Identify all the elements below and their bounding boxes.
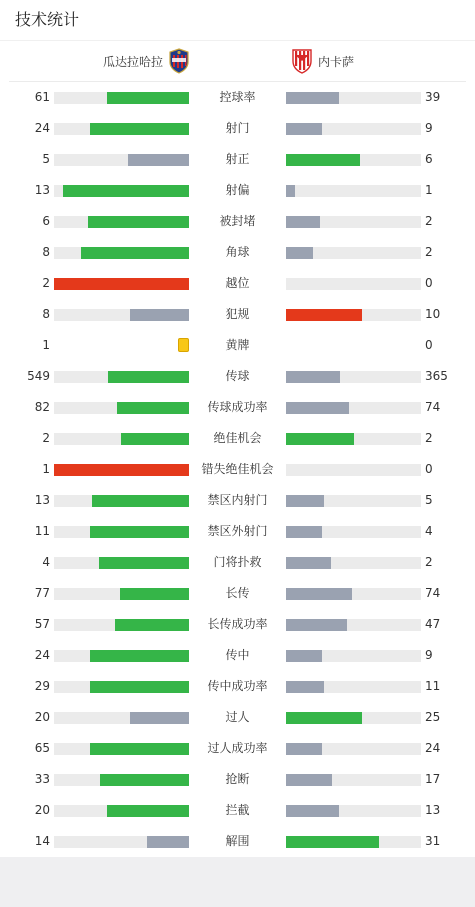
away-stat-value: 31 bbox=[425, 834, 441, 848]
home-team-name: 瓜达拉哈拉 bbox=[102, 54, 163, 69]
stat-label: 门将扑救 bbox=[213, 555, 262, 569]
away-stat-bar bbox=[286, 371, 340, 383]
home-stat-value: 77 bbox=[34, 586, 50, 600]
away-stat-bar bbox=[286, 712, 362, 724]
teams-header bbox=[9, 41, 466, 82]
home-stat-value: 14 bbox=[34, 834, 50, 848]
stat-row bbox=[0, 547, 475, 578]
home-stat-bar bbox=[63, 185, 189, 197]
home-stat-bar-track bbox=[54, 681, 189, 693]
home-stat-value: 1 bbox=[42, 338, 50, 352]
away-stat-value: 24 bbox=[425, 741, 441, 755]
home-stat-value: 8 bbox=[42, 307, 50, 321]
page-title: 技术统计 bbox=[0, 0, 475, 41]
home-stat-bar-track bbox=[54, 433, 189, 445]
away-stat-value: 74 bbox=[425, 586, 441, 600]
away-stat-value: 9 bbox=[425, 121, 433, 135]
home-stat-bar bbox=[90, 123, 189, 135]
away-stat-bar bbox=[286, 402, 349, 414]
home-stat-bar bbox=[90, 681, 189, 693]
home-stat-value: 2 bbox=[42, 431, 50, 445]
stat-label: 被封堵 bbox=[219, 214, 256, 228]
home-stat-bar bbox=[88, 216, 189, 228]
stat-row bbox=[0, 392, 475, 423]
home-stat-value: 4 bbox=[42, 555, 50, 569]
away-stat-bar-track bbox=[286, 650, 421, 662]
away-stat-bar bbox=[286, 836, 379, 848]
stat-row bbox=[0, 733, 475, 764]
stat-label: 长传 bbox=[225, 586, 250, 600]
stat-label: 黄牌 bbox=[225, 338, 250, 352]
stat-label: 犯规 bbox=[225, 307, 250, 321]
stat-label: 传中 bbox=[225, 648, 250, 662]
away-stat-value: 47 bbox=[425, 617, 441, 631]
away-stat-value: 17 bbox=[425, 772, 441, 786]
away-stat-bar-track bbox=[286, 123, 421, 135]
home-stat-bar-track bbox=[54, 774, 189, 786]
away-stat-bar bbox=[286, 495, 324, 507]
away-stat-bar-track bbox=[286, 154, 421, 166]
away-stat-value: 2 bbox=[425, 431, 433, 445]
home-stat-value: 8 bbox=[42, 245, 50, 259]
stat-row bbox=[0, 485, 475, 516]
home-stat-bar bbox=[54, 464, 189, 476]
stat-row bbox=[0, 113, 475, 144]
away-stat-value: 13 bbox=[425, 803, 441, 817]
home-stat-bar bbox=[90, 650, 189, 662]
away-stat-value: 0 bbox=[425, 462, 433, 476]
home-stat-value: 5 bbox=[42, 152, 50, 166]
home-team[interactable] bbox=[103, 41, 190, 81]
home-stat-value: 13 bbox=[34, 183, 50, 197]
home-stat-value: 24 bbox=[34, 121, 50, 135]
stat-label: 传中成功率 bbox=[207, 679, 268, 693]
home-stat-bar bbox=[117, 402, 189, 414]
away-stat-bar bbox=[286, 433, 354, 445]
home-stat-bar-track bbox=[54, 371, 189, 383]
away-stat-value: 365 bbox=[425, 369, 448, 383]
away-stat-bar-track bbox=[286, 278, 421, 290]
away-stat-bar-track bbox=[286, 402, 421, 414]
stat-label: 解围 bbox=[225, 834, 250, 848]
away-stat-value: 2 bbox=[425, 245, 433, 259]
home-stat-bar-track bbox=[54, 309, 189, 321]
stat-label: 越位 bbox=[225, 276, 250, 290]
away-stat-bar-track bbox=[286, 495, 421, 507]
stat-label: 角球 bbox=[225, 245, 250, 259]
page-footer-background bbox=[0, 857, 475, 907]
stat-label: 控球率 bbox=[219, 90, 256, 104]
stat-label: 射偏 bbox=[225, 183, 250, 197]
home-stat-bar bbox=[107, 92, 189, 104]
stat-label: 传球 bbox=[225, 369, 250, 383]
away-stat-bar bbox=[286, 526, 322, 538]
away-stat-bar bbox=[286, 247, 313, 259]
stat-row bbox=[0, 268, 475, 299]
away-stat-bar-track bbox=[286, 433, 421, 445]
chivas-crest-icon bbox=[168, 48, 190, 74]
away-stat-bar-track bbox=[286, 619, 421, 631]
away-stat-bar bbox=[286, 309, 362, 321]
away-stat-bar bbox=[286, 154, 360, 166]
away-stat-bar-track bbox=[286, 464, 421, 476]
home-stat-value: 6 bbox=[42, 214, 50, 228]
away-stat-value: 39 bbox=[425, 90, 441, 104]
away-stat-bar bbox=[286, 774, 332, 786]
away-team[interactable] bbox=[291, 41, 354, 81]
stat-label: 拦截 bbox=[225, 803, 250, 817]
home-stat-value: 33 bbox=[34, 772, 50, 786]
away-stat-bar-track bbox=[286, 557, 421, 569]
necaxa-crest-icon bbox=[291, 48, 313, 74]
away-stat-bar bbox=[286, 92, 339, 104]
away-stat-bar bbox=[286, 619, 347, 631]
away-stat-value: 0 bbox=[425, 276, 433, 290]
away-stat-value: 25 bbox=[425, 710, 441, 724]
stat-row bbox=[0, 671, 475, 702]
away-stat-value: 11 bbox=[425, 679, 441, 693]
home-stat-value: 13 bbox=[34, 493, 50, 507]
home-stat-bar bbox=[130, 309, 189, 321]
home-stat-bar-track bbox=[54, 805, 189, 817]
home-stat-bar-track bbox=[54, 588, 189, 600]
yellow-card-icon bbox=[178, 338, 189, 352]
home-stat-bar bbox=[147, 836, 189, 848]
stat-label: 长传成功率 bbox=[207, 617, 268, 631]
stat-label: 禁区外射门 bbox=[207, 524, 268, 538]
stat-label: 抢断 bbox=[225, 772, 250, 786]
home-stat-value: 1 bbox=[42, 462, 50, 476]
away-stat-value: 0 bbox=[425, 338, 433, 352]
stat-label: 错失绝佳机会 bbox=[201, 462, 274, 476]
stat-row bbox=[0, 144, 475, 175]
away-stat-bar bbox=[286, 681, 324, 693]
home-stat-value: 20 bbox=[34, 803, 50, 817]
stat-row bbox=[0, 237, 475, 268]
home-stat-bar bbox=[115, 619, 189, 631]
stat-row bbox=[0, 299, 475, 330]
away-stat-bar-track bbox=[286, 309, 421, 321]
home-stat-bar-track bbox=[54, 464, 189, 476]
away-stat-value: 5 bbox=[425, 493, 433, 507]
away-stat-bar bbox=[286, 185, 295, 197]
home-stat-bar-track bbox=[54, 495, 189, 507]
home-stat-bar-track bbox=[54, 526, 189, 538]
away-stat-bar bbox=[286, 743, 322, 755]
home-stat-bar-track bbox=[54, 557, 189, 569]
away-stat-bar-track bbox=[286, 712, 421, 724]
home-stat-bar bbox=[100, 774, 189, 786]
away-stat-bar-track bbox=[286, 681, 421, 693]
home-stat-bar bbox=[121, 433, 189, 445]
home-stat-bar-track bbox=[54, 185, 189, 197]
home-stat-value: 65 bbox=[34, 741, 50, 755]
stat-row bbox=[0, 175, 475, 206]
away-stat-value: 2 bbox=[425, 555, 433, 569]
away-stat-bar bbox=[286, 805, 339, 817]
away-stat-value: 74 bbox=[425, 400, 441, 414]
away-stat-bar bbox=[286, 216, 320, 228]
stat-row bbox=[0, 330, 475, 361]
home-stat-bar-track bbox=[54, 278, 189, 290]
away-stat-value: 9 bbox=[425, 648, 433, 662]
home-stat-value: 24 bbox=[34, 648, 50, 662]
away-stat-bar-track bbox=[286, 774, 421, 786]
stat-label: 过人成功率 bbox=[207, 741, 268, 755]
home-stat-bar bbox=[128, 154, 189, 166]
away-stat-bar bbox=[286, 588, 352, 600]
away-stat-value: 2 bbox=[425, 214, 433, 228]
away-stat-value: 1 bbox=[425, 183, 433, 197]
away-stat-bar-track bbox=[286, 743, 421, 755]
stat-label: 射正 bbox=[225, 152, 250, 166]
away-stat-bar-track bbox=[286, 588, 421, 600]
home-stat-bar-track bbox=[54, 650, 189, 662]
home-stat-bar bbox=[90, 743, 189, 755]
home-stat-bar bbox=[130, 712, 189, 724]
stat-row bbox=[0, 82, 475, 113]
home-stat-bar-track bbox=[54, 619, 189, 631]
away-stat-bar-track bbox=[286, 216, 421, 228]
home-stat-bar-track bbox=[54, 92, 189, 104]
stat-row bbox=[0, 361, 475, 392]
home-stat-bar bbox=[90, 526, 189, 538]
home-stat-bar-track bbox=[54, 123, 189, 135]
away-stat-bar-track bbox=[286, 836, 421, 848]
home-stat-bar bbox=[54, 278, 189, 290]
away-stat-bar-track bbox=[286, 526, 421, 538]
stat-row bbox=[0, 423, 475, 454]
away-stat-bar-track bbox=[286, 371, 421, 383]
home-stat-bar-track bbox=[54, 712, 189, 724]
stat-row bbox=[0, 702, 475, 733]
home-stat-value: 549 bbox=[27, 369, 50, 383]
home-stat-bar-track bbox=[54, 247, 189, 259]
stat-label: 过人 bbox=[225, 710, 250, 724]
away-stat-bar bbox=[286, 123, 322, 135]
home-stat-bar bbox=[107, 805, 189, 817]
stat-row bbox=[0, 516, 475, 547]
away-stat-bar bbox=[286, 557, 331, 569]
stat-label: 绝佳机会 bbox=[213, 431, 262, 445]
home-stat-bar-track bbox=[54, 216, 189, 228]
away-stat-bar-track bbox=[286, 92, 421, 104]
away-stat-value: 10 bbox=[425, 307, 441, 321]
home-stat-bar bbox=[99, 557, 189, 569]
stat-row bbox=[0, 206, 475, 237]
stat-row bbox=[0, 826, 475, 857]
stat-row bbox=[0, 578, 475, 609]
home-stat-value: 61 bbox=[34, 90, 50, 104]
home-stat-bar bbox=[108, 371, 189, 383]
away-team-name: 内卡萨 bbox=[318, 54, 355, 69]
home-stat-bar bbox=[81, 247, 189, 259]
home-stat-bar-track bbox=[54, 402, 189, 414]
stat-label: 射门 bbox=[225, 121, 250, 135]
home-stat-value: 29 bbox=[34, 679, 50, 693]
stat-label: 禁区内射门 bbox=[207, 493, 268, 507]
stat-row bbox=[0, 609, 475, 640]
home-stat-value: 82 bbox=[34, 400, 50, 414]
stat-label: 传球成功率 bbox=[207, 400, 268, 414]
home-stat-value: 11 bbox=[34, 524, 50, 538]
home-stat-bar-track bbox=[54, 743, 189, 755]
away-stat-bar-track bbox=[286, 247, 421, 259]
stat-row bbox=[0, 764, 475, 795]
away-stat-bar-track bbox=[286, 185, 421, 197]
away-stat-value: 6 bbox=[425, 152, 433, 166]
away-stat-bar-track bbox=[286, 805, 421, 817]
stat-row bbox=[0, 640, 475, 671]
stats-list bbox=[0, 82, 475, 857]
home-stat-bar-track bbox=[54, 836, 189, 848]
home-stat-bar bbox=[92, 495, 189, 507]
home-stat-value: 20 bbox=[34, 710, 50, 724]
stat-row bbox=[0, 454, 475, 485]
away-stat-bar bbox=[286, 650, 322, 662]
home-stat-value: 2 bbox=[42, 276, 50, 290]
home-stat-value: 57 bbox=[34, 617, 50, 631]
home-stat-bar-track bbox=[54, 154, 189, 166]
home-stat-bar bbox=[120, 588, 189, 600]
stat-row bbox=[0, 795, 475, 826]
away-stat-value: 4 bbox=[425, 524, 433, 538]
